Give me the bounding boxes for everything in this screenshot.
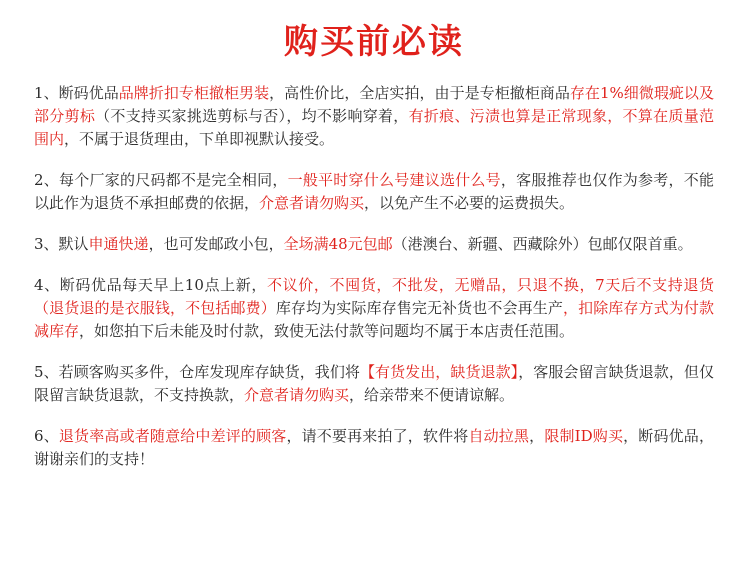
body-text: ，客服会留言缺货退款，但仅限留言缺货退款，不支持换款， bbox=[34, 363, 714, 404]
body-text: 4、断码优品每天早上10点上新， bbox=[34, 276, 267, 294]
notice-paragraph bbox=[34, 361, 714, 407]
highlighted-text: 品牌折扣专柜撤柜男装 bbox=[118, 84, 270, 102]
highlighted-text: 自动拉黑 bbox=[468, 427, 530, 445]
page-title: 购买前必读 bbox=[284, 22, 464, 62]
highlighted-text: 【有货发出，缺货退款】 bbox=[359, 363, 519, 381]
highlighted-text: 存在1%细微瑕疵以及部分剪标 bbox=[34, 84, 714, 125]
body-text: ， bbox=[529, 427, 545, 445]
highlighted-text: 介意者请勿购买 bbox=[259, 194, 365, 212]
body-text: ，给亲带来不便请谅解。 bbox=[349, 386, 515, 404]
notice-paragraph bbox=[34, 82, 714, 151]
highlighted-text: ，扣除库存方式为付款减库存 bbox=[34, 299, 714, 340]
body-text: 5、若顾客购买多件，仓库发现库存缺货，我们将 bbox=[34, 363, 360, 381]
body-text: 库存均为实际库存售完无补货也不会再生产 bbox=[275, 299, 563, 317]
highlighted-text: 介意者请勿购买 bbox=[244, 386, 350, 404]
body-text: ，如您拍下后未能及时付款，致使无法付款等问题均不属于本店责任范围。 bbox=[79, 322, 575, 340]
notice-paragraph bbox=[34, 274, 714, 343]
body-text: （不支持买家挑选剪标与否），均不影响穿着， bbox=[95, 107, 409, 125]
notice-paragraph bbox=[34, 233, 714, 256]
highlighted-text: 全场满48元包邮 bbox=[283, 235, 393, 253]
highlighted-text: 不议价，不囤货，不批发，无赠品，只退不换，7天后不支持退货（退货退的是衣服钱，不包括邮费） bbox=[34, 276, 715, 317]
body-text: ，请不要再来拍了，软件将 bbox=[286, 427, 469, 445]
highlighted-text: 申通快递 bbox=[88, 235, 149, 253]
body-text: 1、断码优品 bbox=[34, 84, 119, 102]
body-text: （港澳台、新疆、西藏除外）包邮仅限首重。 bbox=[392, 235, 693, 253]
body-text: ，高性价比，全店实拍，由于是专柜撤柜商品 bbox=[269, 84, 570, 102]
notice-paragraph bbox=[34, 169, 714, 215]
body-text: 6、 bbox=[34, 427, 59, 445]
body-text: ，也可发邮政小包， bbox=[148, 235, 284, 253]
highlighted-text: 有折痕、污渍也算是正常现象，不算在质量范围内 bbox=[34, 107, 714, 148]
notice-paragraph bbox=[34, 425, 714, 471]
body-text: 3、默认 bbox=[34, 235, 89, 253]
highlighted-text: 限制ID购买 bbox=[544, 427, 624, 445]
highlighted-text: 退货率高或者随意给中差评的顾客 bbox=[58, 427, 287, 445]
highlighted-text: 一般平时穿什么号建议选什么号 bbox=[287, 171, 501, 189]
body-text: ，客服推荐也仅作为参考，不能以此作为退货不承担邮费的依据， bbox=[34, 171, 714, 212]
body-text: ，断码优品，谢谢亲们的支持！ bbox=[34, 427, 714, 468]
body-text: ，以免产生不必要的运费损失。 bbox=[364, 194, 575, 212]
body-text: ，不属于退货理由，下单即视默认接受。 bbox=[64, 130, 335, 148]
notice-paragraphs bbox=[34, 82, 714, 471]
body-text: 2、每个厂家的尺码都不是完全相同， bbox=[34, 171, 288, 189]
